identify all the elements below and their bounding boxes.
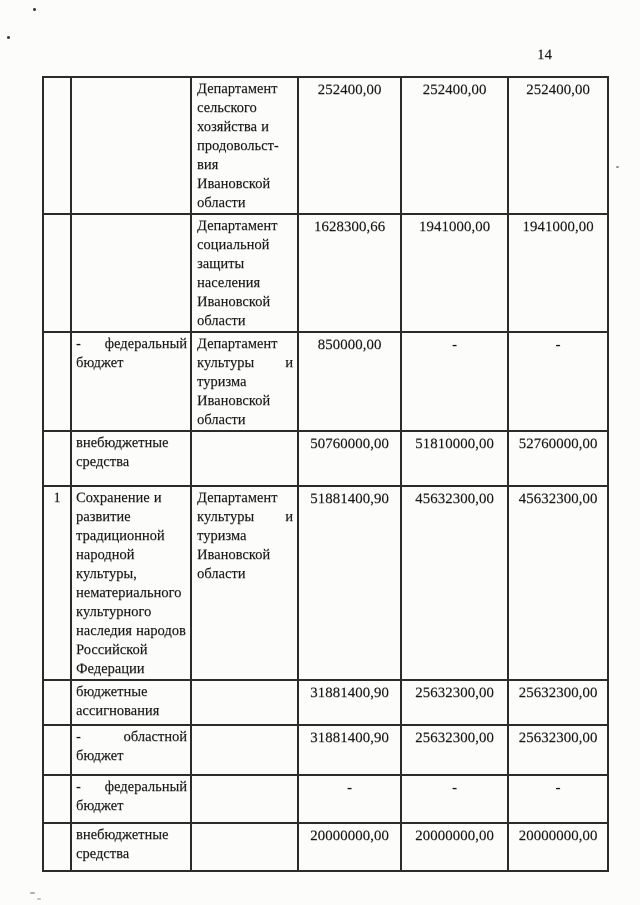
department-cell	[191, 680, 298, 725]
category-cell: - федеральный бюджет	[71, 332, 191, 431]
department-cell	[191, 775, 298, 823]
amount-cell-3: 20000000,00	[508, 823, 608, 871]
amount-cell-1: 50760000,00	[298, 431, 401, 486]
amount-cell-2: 1941000,00	[401, 214, 508, 332]
scan-speck	[37, 898, 41, 900]
budget-table	[42, 76, 609, 872]
row-number-cell	[43, 431, 71, 486]
amount-cell-3: 25632300,00	[508, 725, 608, 775]
scan-speck	[616, 166, 619, 168]
department-cell: Департамент сельского хозяйства и продовольст-вия Ивановской области	[191, 77, 298, 214]
department-cell	[191, 823, 298, 871]
amount-cell-1: 850000,00	[298, 332, 401, 431]
row-number-cell	[43, 332, 71, 431]
amount-cell-2: -	[401, 775, 508, 823]
amount-cell-1: 31881400,90	[298, 680, 401, 725]
amount-cell-2: 45632300,00	[401, 486, 508, 680]
table-row	[43, 823, 608, 871]
row-number-cell	[43, 823, 71, 871]
amount-cell-2: 51810000,00	[401, 431, 508, 486]
scan-speck	[7, 36, 10, 39]
department-cell	[191, 725, 298, 775]
table-row	[43, 725, 608, 775]
row-number-cell	[43, 214, 71, 332]
table-row	[43, 77, 608, 214]
table-row	[43, 680, 608, 725]
amount-cell-2: 25632300,00	[401, 725, 508, 775]
table-row	[43, 775, 608, 823]
row-number-cell	[43, 725, 71, 775]
amount-cell-2: 252400,00	[401, 77, 508, 214]
category-cell	[71, 214, 191, 332]
page-number: 14	[537, 47, 552, 63]
amount-cell-3: -	[508, 775, 608, 823]
department-cell: Департамент культуры и туризма Ивановской области	[191, 332, 298, 431]
scan-speck	[33, 8, 36, 11]
row-number-cell	[43, 77, 71, 214]
category-cell	[71, 77, 191, 214]
amount-cell-2: -	[401, 332, 508, 431]
amount-cell-3: 25632300,00	[508, 680, 608, 725]
table-row	[43, 332, 608, 431]
amount-cell-3: -	[508, 332, 608, 431]
amount-cell-1: 252400,00	[298, 77, 401, 214]
amount-cell-3: 1941000,00	[508, 214, 608, 332]
table-row	[43, 486, 608, 680]
row-number-cell: 1	[43, 486, 71, 680]
amount-cell-1: -	[298, 775, 401, 823]
scan-speck	[30, 892, 35, 894]
amount-cell-2: 20000000,00	[401, 823, 508, 871]
amount-cell-1: 51881400,90	[298, 486, 401, 680]
category-cell: Сохранение и развитие традиционной народной культуры, нематериального культурного наследия народов Российской Федерации	[71, 486, 191, 680]
table-row	[43, 431, 608, 486]
amount-cell-3: 252400,00	[508, 77, 608, 214]
table-row	[43, 214, 608, 332]
department-cell	[191, 431, 298, 486]
amount-cell-3: 52760000,00	[508, 431, 608, 486]
row-number-cell	[43, 680, 71, 725]
category-cell: бюджетные ассигнования	[71, 680, 191, 725]
amount-cell-1: 20000000,00	[298, 823, 401, 871]
category-cell: - федеральный бюджет	[71, 775, 191, 823]
row-number-cell	[43, 775, 71, 823]
amount-cell-1: 31881400,90	[298, 725, 401, 775]
amount-cell-2: 25632300,00	[401, 680, 508, 725]
amount-cell-3: 45632300,00	[508, 486, 608, 680]
category-cell: внебюджетные средства	[71, 823, 191, 871]
amount-cell-1: 1628300,66	[298, 214, 401, 332]
category-cell: внебюджетные средства	[71, 431, 191, 486]
department-cell: Департамент социальной защиты населения Ивановской области	[191, 214, 298, 332]
category-cell: - областной бюджет	[71, 725, 191, 775]
department-cell: Департамент культуры и туризма Ивановской области	[191, 486, 298, 680]
